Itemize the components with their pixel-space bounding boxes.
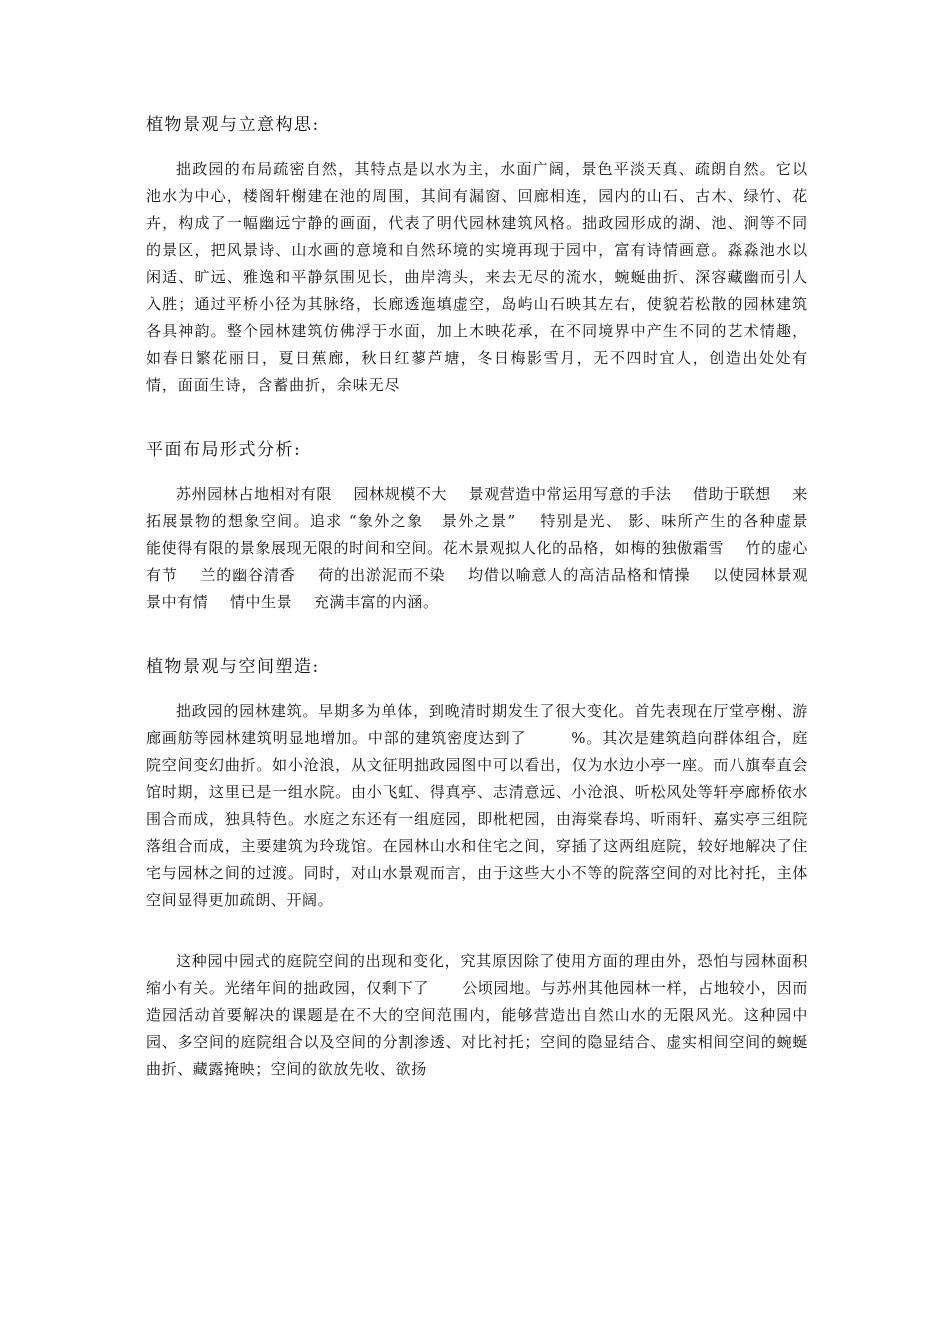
document-page — [146, 112, 830, 1121]
section-concept — [146, 112, 808, 399]
paragraph: 拙政园的园林建筑。早期多为单体，到晚清时期发生了很大变化。首先表现在厅堂亭榭、游廊画舫等园林建筑明显地增加。中部的建筑密度达到了 %。其次是建筑趋向群体组合，庭院空间变幻曲折。如小沧浪，从文征明拙政园图中可以看出，仅为水边小亭一座。而八旗奉直会馆时期，这里已是一组水院。由小飞虹、得真亭、志清意远、小沧浪、听松风处等轩亭廊桥依水围合而成，独具特色。水庭之东还有一组庭园，即枇杷园，由海棠春坞、听雨轩、嘉实亭三组院落组合而成，主要建筑为玲珑馆。在园林山水和住宅之间，穿插了这两组庭院，较好地解决了住宅与园林之间的过渡。同时，对山水景观而言，由于这些大小不等的院落空间的对比衬托，主体空间显得更加疏朗、开阔。 — [146, 702, 808, 909]
paragraph: 苏州园林占地相对有限 园林规模不大 景观营造中常运用写意的手法 借助于联想 来拓展景物的想象空间。追求 “象外之象 景外之景” 特别是光、 影、味所产生的各种虚景 能使得有限的景象展现无限的时间和空间。花木景观拟人化的品格，如梅的独傲霜雪 竹的虚心有节 兰的幽谷清香 荷的出淤泥而不染 均借以喻意人的高洁品格和情操 以使园林景观景中有情 情中生景 充满丰富的内涵。 — [146, 485, 830, 611]
section-heading: 平面布局形式分析: — [146, 440, 302, 460]
section-layout — [146, 437, 830, 616]
section-space-continued — [146, 948, 808, 1083]
paragraph: 这种园中园式的庭院空间的出现和变化，究其原因除了使用方面的理由外，恐怕与园林面积缩小有关。光绪年间的拙政园，仅剩下了 公顷园地。与苏州其他园林一样，占地较小，因而造园活动首要解决的课题是在不大的空间范围内，能够营造出自然山水的无限风光。这种园中园、多空间的庭院组合以及空间的分割渗透、对比衬托；空间的隐显结合、虚实相间空间的蜿蜒曲折、藏露掩映；空间的欲放先收、欲扬 — [146, 952, 808, 1078]
section-heading: 植物景观与立意构思: — [146, 115, 320, 135]
section-heading: 植物景观与空间塑造: — [146, 657, 320, 677]
section-space — [146, 654, 808, 914]
paragraph: 拙政园的布局疏密自然，其特点是以水为主，水面广阔，景色平淡天真、疏朗自然。它以池水为中心，楼阁轩榭建在池的周围，其间有漏窗、回廊相连，园内的山石、古木、绿竹、花卉，构成了一幅幽远宁静的画面，代表了明代园林建筑风格。拙政园形成的湖、池、涧等不同的景区，把风景诗、山水画的意境和自然环境的实境再现于园中，富有诗情画意。淼淼池水以闲适、旷远、雅逸和平静氛围见长，曲岸湾头，来去无尽的流水，蜿蜒曲折、深容藏幽而引人入胜；通过平桥小径为其脉络，长廊透迤填虚空，岛屿山石映其左右，使貌若松散的园林建筑各具神韵。整个园林建筑仿佛浮于水面，加上木映花承，在不同境界中产生不同的艺术情趣，如春日繁花丽日，夏日蕉廊，秋日红蓼芦塘，冬日梅影雪月，无不四时宜人，创造出处处有情，面面生诗，含蓄曲折，余味无尽 — [146, 160, 808, 394]
